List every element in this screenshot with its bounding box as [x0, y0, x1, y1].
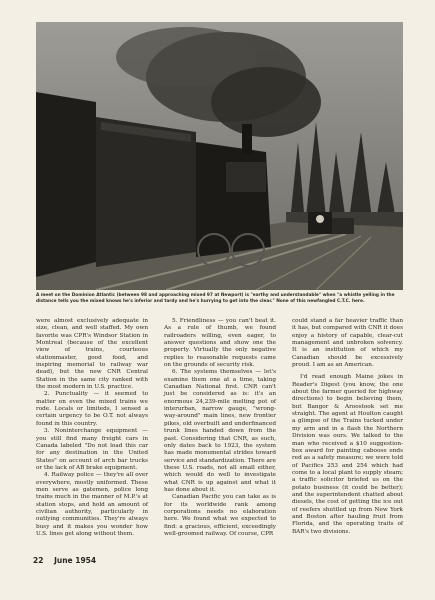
issue-date: June 1954 — [54, 556, 97, 565]
paragraph: Canadian Pacific you can take as is for its worldwide rank among corporations needs no elaboration here. We found what we expected to find: a gracious, efficient, exceedingly well-groomed railway. Of course, CPR — [164, 494, 276, 537]
page-footer — [33, 556, 104, 565]
locomotive-photo — [36, 22, 403, 290]
paragraph: 5. Friendliness — you can't beat it. As a rule of thumb, we found railroaders willing, even eager, to answer questions and show one the property. Virtually the only negative replies to reasonable requests came on the grounds of security risk. — [164, 318, 276, 369]
paragraph: 4. Railway police — they're all over everywhere, mostly uniformed. These men serve as gatemen, police long trains much in the manner of M.P.'s at station stops, and hold an amount of civilian authority, particularly in outlying communities. They're always busy and it makes you wonder how U.S. lines get along without them. — [36, 472, 148, 537]
text-column-1 — [36, 318, 148, 538]
paragraph: 6. The systems themselves — let's examine them one at a time, taking Canadian National first. CNR can't just be considered as is: it's an enormous 24,239-mile melting pot of interurban, narrow gauge, "wrong-way-around" main lines, new frontier pikes, old overbuilt and underfinanced trunk lines handed down from the past. Considering that CNR, as such, only dates back to 1923, the system has made monumental strides toward service and standardization. There are these U.S. roads, not all small either, which would do well to investigate what CNR is up against and what it has done about it. — [164, 369, 276, 493]
text-column-3 — [292, 318, 403, 536]
text-column-2 — [164, 318, 276, 538]
paragraph: 3. Noninterchange equipment — you still find many freight cars in Canada labeled "Do not load this car for any destination in the United States" on account of arch bar trucks or the lack of AB brake equipment. — [36, 428, 148, 471]
paragraph: were almost exclusively adequate in size, clean, and well staffed. My own favorite was CPR's Windsor Station in Montreal (because of the excellent view of trains, courteous stationmaster, good food, and inspiring memorial to railway war dead), but the new CNR Central Station in the same city ranked with the most modern in U.S. practice. — [36, 318, 148, 391]
paragraph: 2. Punctuality — it seemed to matter on even the mixed trains we rode. Locals or limiteds, I sensed a certain urgency to be O.T. not always found in this country. — [36, 391, 148, 427]
paragraph: I'd read enough Maine jokes in Reader's Digest (you know, the one about the farmer queried for highway directions) to begin believing them, but Bangor & Aroostook set me straight. The agent at Houlton caught a glimpse of the Trains tucked under my arm and in a flash the Northern Division was ours. We talked to the man who received a $10 suggestion-box award for painting caboose ends red as a safety measure; we were told of Pacifics 253 and 254 which had come to a local plant to supply steam; a traffic solicitor briefed us on the potato business (it could be better); and the superintendent chatted about diesels, the cost of getting the ice out of reefers shuttled up from New York and Boston after hauling fruit from Florida, and the operating traits of BAR's two divisions. — [292, 374, 403, 535]
photo-caption: A meet on the Dominion Atlantic (between 98 and approaching mixed 97 at Newport) is "earthy and understandable" when "a whistle yelling in the distance tells you the mixed knows he's inferior and tardy and he's hurrying to get into the clear." None of this newfangled C.T.C. here. — [36, 293, 395, 304]
photo-illustration — [36, 22, 403, 290]
page-number: 22 — [33, 556, 44, 565]
paragraph: could stand a far heavier traffic than it has, but compared with CNR it does enjoy a history of capable, clear-cut management and unbroken solvency. It is an institution of which my Canadian should be excessively proud. I am as an American. — [292, 318, 403, 369]
